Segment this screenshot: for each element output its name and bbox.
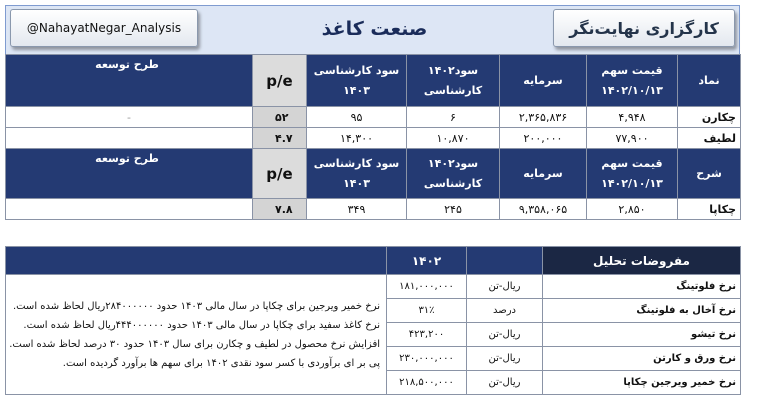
assumption-value: ۴۲۳,۲۰۰ — [387, 323, 467, 347]
assumption-value: ۱۸۱,۰۰۰,۰۰۰ — [387, 275, 467, 299]
stock-table — [5, 54, 741, 220]
header-cell: قیمت سهم ۱۴۰۲/۱۰/۱۳ — [587, 55, 678, 107]
pe-cell: ۷.۸ — [253, 199, 307, 220]
header-cell: سود۱۴۰۲ کارشناسی — [407, 149, 500, 199]
price-cell: ۷۷,۹۰۰ — [587, 128, 678, 149]
plan-cell — [6, 128, 253, 149]
profit1402-cell: ۲۴۵ — [407, 199, 500, 220]
brand-box — [553, 9, 735, 47]
header-cell-pe: p/e — [253, 149, 307, 199]
assumptions-header-blank — [6, 247, 387, 275]
assumption-value: ۲۱۸,۵۰۰,۰۰۰ — [387, 371, 467, 395]
brand-name: کارگزاری نهایت‌نگر — [569, 18, 719, 38]
capital-cell: ۹,۳۵۸,۰۶۵ — [500, 199, 587, 220]
header-cell: سرمایه — [500, 149, 587, 199]
pe-cell: ۵۲ — [253, 107, 307, 128]
assumption-label: نرخ فلوتینگ — [543, 275, 741, 299]
assumption-unit: ریال-تن — [467, 347, 543, 371]
assumption-unit: ریال-تن — [467, 275, 543, 299]
assumption-unit: ریال-تن — [467, 371, 543, 395]
symbol-cell: لطیف — [678, 128, 741, 149]
table-row — [6, 128, 741, 149]
table-row — [6, 199, 741, 220]
header-cell: سود کارشناسی ۱۴۰۳ — [307, 149, 407, 199]
price-cell: ۲,۸۵۰ — [587, 199, 678, 220]
capital-cell: ۲,۳۶۵,۸۳۶ — [500, 107, 587, 128]
profit1403-cell: ۳۴۹ — [307, 199, 407, 220]
top-header-bar — [5, 5, 740, 55]
symbol-cell: چکاپا — [678, 199, 741, 220]
note-line: نرخ خمیر ویرجین برای چکاپا در سال مالی ۱۴۰۳ حدود ۲۸۴۰۰۰۰۰۰ریال لحاظ شده است. — [12, 300, 380, 312]
header-cell: قیمت سهم ۱۴۰۲/۱۰/۱۳ — [587, 149, 678, 199]
plan-cell — [6, 199, 253, 220]
notes-cell — [6, 275, 387, 395]
table-row — [6, 275, 741, 299]
header-cell-pe: p/e — [253, 55, 307, 107]
header-cell: سود کارشناسی ۱۴۰۳ — [307, 55, 407, 107]
header-cell: سود۱۴۰۲ کارشناسی — [407, 55, 500, 107]
note-line: نرخ کاغذ سفید برای چکاپا در سال مالی ۱۴۰۳ حدود ۴۴۴۰۰۰۰۰۰ریال لحاظ شده است. — [23, 319, 380, 331]
assumption-value: ۲۳۰,۰۰۰,۰۰۰ — [387, 347, 467, 371]
profit1403-cell: ۹۵ — [307, 107, 407, 128]
assumption-value: ۳۱٪ — [387, 299, 467, 323]
table-row — [6, 107, 741, 128]
note-line: پی بر ای برآوردی با کسر سود نقدی ۱۴۰۲ برای سهم ها برآورد گردیده است. — [62, 357, 380, 369]
header-cell: نماد — [678, 55, 741, 107]
assumption-label: نرخ خمیر ویرجین چکاپا — [543, 371, 741, 395]
assumption-label: نرخ آخال به فلوتینگ — [543, 299, 741, 323]
assumptions-header-year: ۱۴۰۲ — [387, 247, 467, 275]
assumption-unit: درصد — [467, 299, 543, 323]
header-cell: سرمایه — [500, 55, 587, 107]
assumption-unit: ریال-تن — [467, 323, 543, 347]
table-header-row — [6, 55, 741, 107]
table-header-row — [6, 149, 741, 199]
assumptions-header-unit — [467, 247, 543, 275]
plan-cell: - — [6, 107, 253, 128]
header-cell: شرح — [678, 149, 741, 199]
assumptions-header-row — [6, 247, 741, 275]
page-title: صنعت کاغذ — [321, 18, 428, 40]
assumptions-table — [5, 246, 741, 395]
note-line: افزایش نرخ محصول در لطیف و چکارن برای سال ۱۴۰۳ حدود ۳۰ درصد لحاظ شده است. — [9, 338, 380, 350]
capital-cell: ۲۰۰,۰۰۰ — [500, 128, 587, 149]
header-cell: طرح توسعه — [6, 149, 253, 199]
symbol-cell: چکارن — [678, 107, 741, 128]
channel-handle-box — [10, 9, 198, 47]
channel-handle: @NahayatNegar_Analysis — [26, 21, 182, 35]
profit1403-cell: ۱۴,۳۰۰ — [307, 128, 407, 149]
header-cell: طرح توسعه — [6, 55, 253, 107]
pe-cell: ۴.۷ — [253, 128, 307, 149]
profit1402-cell: ۱۰,۸۷۰ — [407, 128, 500, 149]
assumption-label: نرخ تیشو — [543, 323, 741, 347]
profit1402-cell: ۶ — [407, 107, 500, 128]
price-cell: ۴,۹۴۸ — [587, 107, 678, 128]
assumptions-header-label: مفروضات تحلیل — [543, 247, 741, 275]
assumption-label: نرخ ورق و کارتن — [543, 347, 741, 371]
